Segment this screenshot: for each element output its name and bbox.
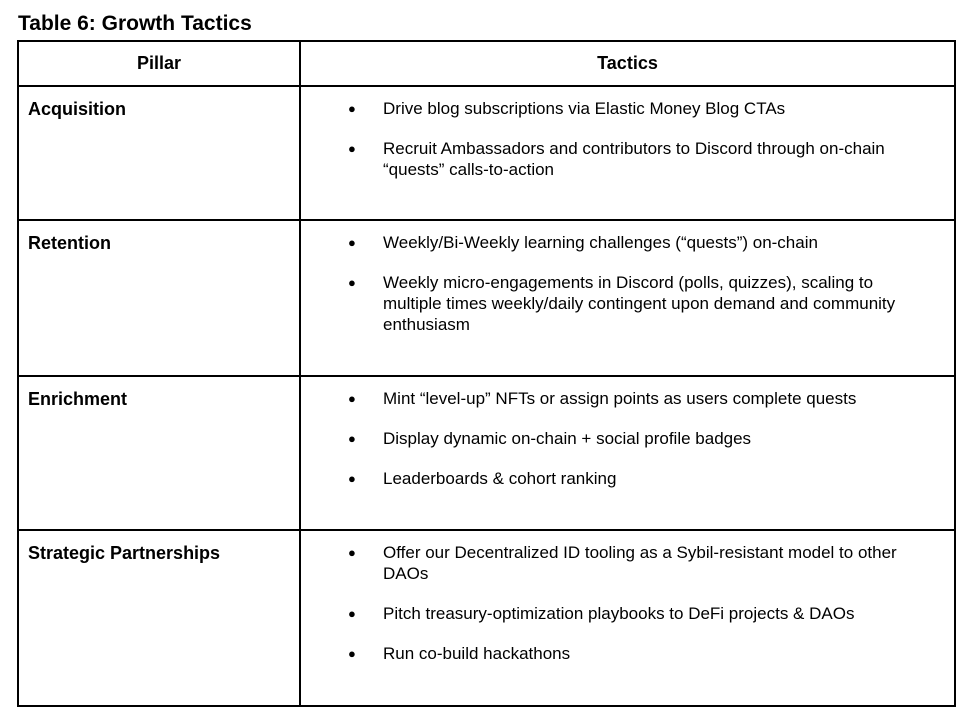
tactics-list (301, 388, 934, 489)
tactics-list (301, 542, 934, 664)
bullet-icon: ● (348, 235, 356, 250)
header-tactics: Tactics (300, 41, 955, 86)
tactic-text: Pitch treasury-optimization playbooks to DeFi projects & DAOs (383, 604, 855, 623)
list-item (301, 138, 934, 180)
tactics-cell (300, 530, 955, 706)
tactic-text: Mint “level-up” NFTs or assign points as users complete quests (383, 389, 857, 408)
header-pillar: Pillar (18, 41, 300, 86)
list-item (301, 272, 934, 335)
tactic-text: Drive blog subscriptions via Elastic Money Blog CTAs (383, 99, 786, 118)
tactics-cell (300, 86, 955, 220)
table-row (18, 86, 955, 220)
table-row (18, 376, 955, 530)
list-item (301, 98, 934, 119)
list-item (301, 428, 934, 449)
list-item (301, 388, 934, 409)
pillar-cell: Acquisition (18, 86, 300, 220)
list-item (301, 232, 934, 253)
list-item (301, 603, 934, 624)
bullet-icon: ● (348, 141, 356, 156)
bullet-icon: ● (348, 275, 356, 290)
tactic-text: Leaderboards & cohort ranking (383, 469, 617, 488)
header-row (18, 41, 955, 86)
list-item (301, 542, 934, 584)
tactic-text: Offer our Decentralized ID tooling as a Sybil-resistant model to other DAOs (383, 543, 897, 583)
table-row (18, 530, 955, 706)
bullet-icon: ● (348, 646, 356, 661)
list-item (301, 643, 934, 664)
bullet-icon: ● (348, 391, 356, 406)
table-row (18, 220, 955, 376)
tactic-text: Weekly micro-engagements in Discord (polls, quizzes), scaling to multiple times weekly/daily contingent upon demand and community enthusiasm (383, 273, 896, 334)
pillar-cell: Strategic Partnerships (18, 530, 300, 706)
bullet-icon: ● (348, 471, 356, 486)
table-title: Table 6: Growth Tactics (18, 12, 252, 35)
tactics-list (301, 98, 934, 180)
tactic-text: Weekly/Bi-Weekly learning challenges (“quests”) on-chain (383, 233, 818, 252)
bullet-icon: ● (348, 606, 356, 621)
tactics-cell (300, 376, 955, 530)
tactic-text: Run co-build hackathons (383, 644, 571, 663)
list-item (301, 468, 934, 489)
growth-tactics-table (17, 40, 956, 707)
bullet-icon: ● (348, 101, 356, 116)
tactics-list (301, 232, 934, 335)
tactic-text: Recruit Ambassadors and contributors to Discord through on-chain “quests” calls-to-action (383, 139, 885, 179)
tactics-cell (300, 220, 955, 376)
tactic-text: Display dynamic on-chain + social profile badges (383, 429, 752, 448)
pillar-cell: Retention (18, 220, 300, 376)
bullet-icon: ● (348, 431, 356, 446)
pillar-cell: Enrichment (18, 376, 300, 530)
bullet-icon: ● (348, 545, 356, 560)
